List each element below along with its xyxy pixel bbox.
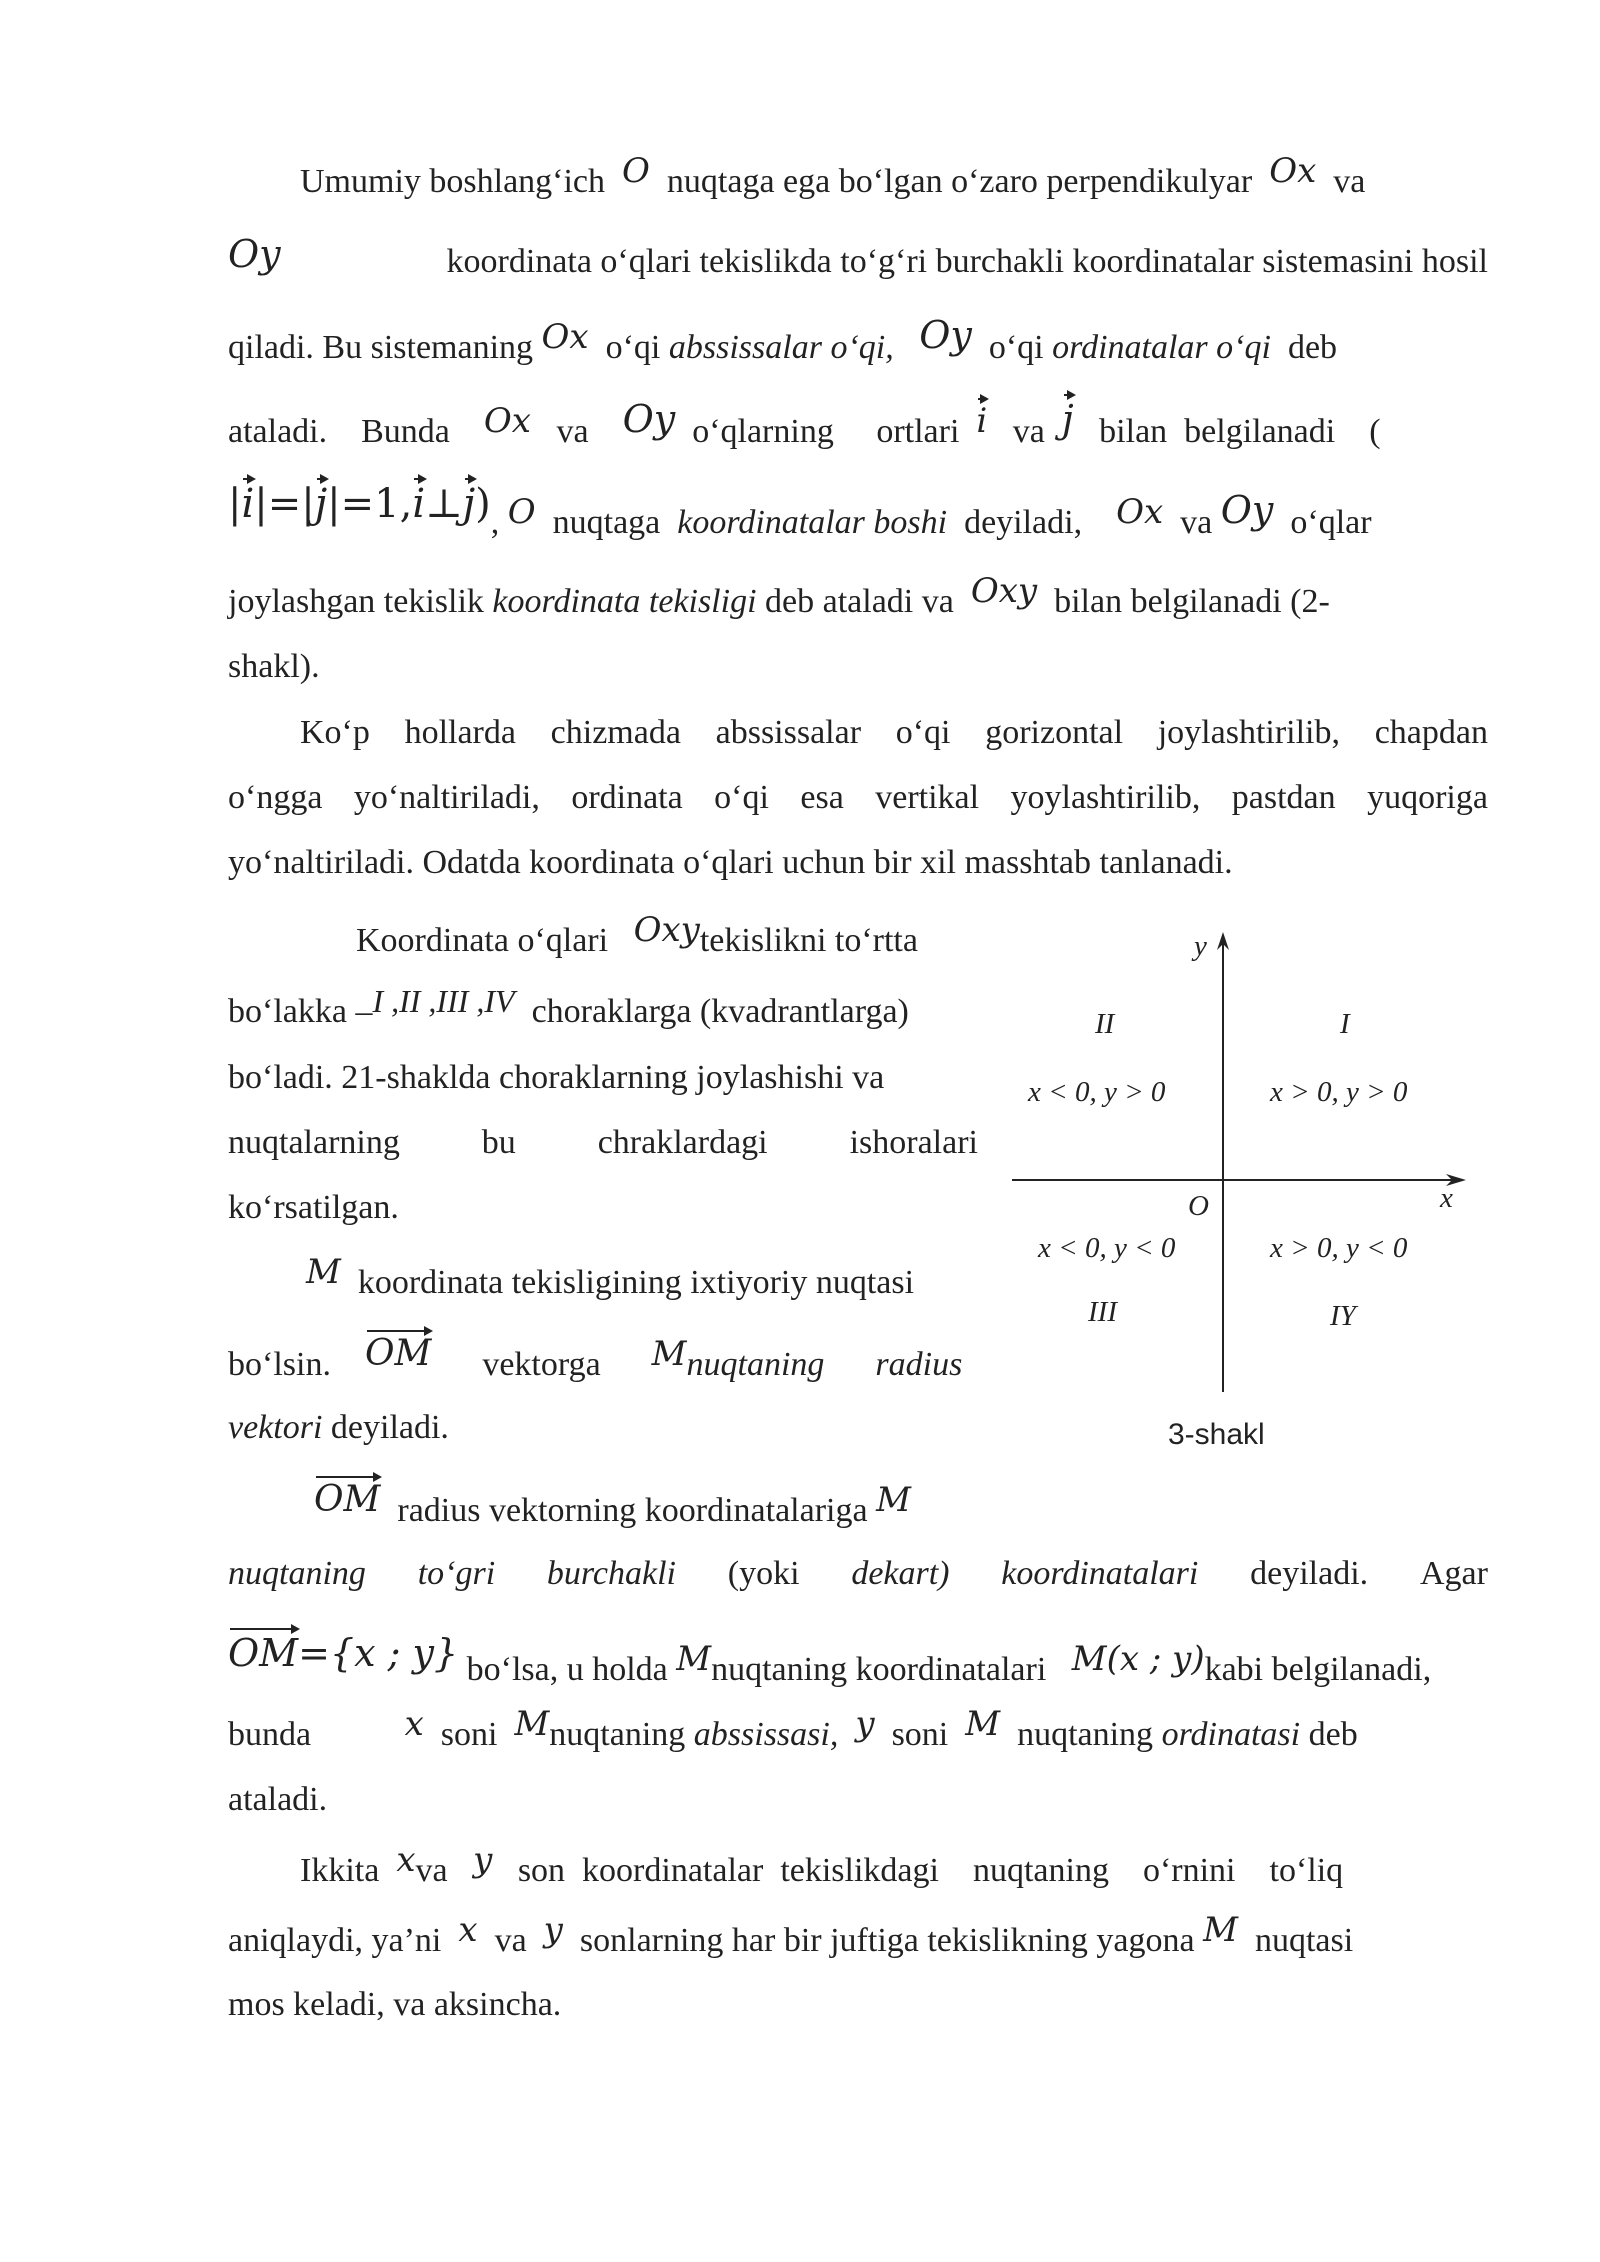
text-span: radius vektorning koordinatalariga bbox=[397, 1492, 868, 1529]
text-span: va bbox=[1012, 413, 1045, 450]
text-span: = bbox=[298, 1631, 330, 1675]
text-span: kabi belgilanadi, bbox=[1204, 1651, 1432, 1688]
text-span: M bbox=[1203, 1910, 1238, 1950]
text-span: yoylashtirilib, bbox=[1010, 779, 1201, 816]
text: va bbox=[1333, 163, 1366, 200]
p3-line-5: ko‘rsatilgan. bbox=[228, 1189, 399, 1226]
p1-line-3 bbox=[228, 313, 1338, 366]
text-span: nuqtaning bbox=[1017, 1716, 1154, 1753]
term-ordinate: ordinatalar o‘qi bbox=[1052, 329, 1271, 366]
text-span: ) bbox=[475, 481, 491, 527]
text-span: esa bbox=[800, 779, 844, 816]
text-span: M bbox=[514, 1704, 550, 1744]
p6-line-1 bbox=[300, 1840, 1344, 1889]
text-span: soni bbox=[440, 1716, 498, 1753]
vector-OM: OM bbox=[364, 1333, 432, 1374]
p2-line-1 bbox=[300, 716, 1488, 750]
text-span: yo‘naltiriladi, bbox=[353, 779, 540, 816]
text-span: deyiladi. bbox=[1250, 1555, 1369, 1592]
text-span: |=1, bbox=[327, 481, 413, 527]
x-axis-label: x bbox=[1440, 1182, 1453, 1214]
text-span: (yoki bbox=[727, 1555, 800, 1592]
p4-line-3 bbox=[228, 1411, 449, 1445]
text-span: o‘qlarning bbox=[692, 413, 834, 450]
text-span: chizmada bbox=[550, 714, 681, 751]
quadrant-3-label: III bbox=[1088, 1296, 1117, 1328]
y-axis-label: y bbox=[1194, 930, 1207, 962]
text-span: to‘liq bbox=[1269, 1852, 1344, 1889]
formula-OM-coords bbox=[228, 1631, 458, 1675]
text-span: koordinata tekisligining ixtiyoriy nuqtasi bbox=[357, 1264, 915, 1301]
origin-label: O bbox=[1188, 1190, 1209, 1222]
text-span: o‘qi bbox=[895, 714, 951, 751]
text: deb bbox=[1287, 329, 1338, 366]
text-span: bo‘lsa, u holda bbox=[466, 1651, 668, 1688]
text-span: nuqtaga bbox=[552, 504, 661, 541]
text: o‘qi bbox=[605, 329, 661, 366]
text-span: tekislikni to‘rtta bbox=[699, 922, 918, 959]
text-span: hollarda bbox=[404, 714, 516, 751]
text-span: Ox bbox=[483, 401, 531, 441]
text-span: va bbox=[494, 1922, 527, 1959]
p5-line-4 bbox=[228, 1704, 1488, 1753]
text-span: ortlari bbox=[876, 413, 960, 450]
text-span: y bbox=[473, 1840, 493, 1880]
text: nuqtaga ega bo‘lgan o‘zaro perpendikulyar bbox=[666, 163, 1253, 200]
text-span: i bbox=[412, 481, 426, 527]
text-span: Oy bbox=[1220, 488, 1274, 532]
text: koordinata o‘qlari tekislikda to‘g‘ri burchakli koordinatalar sistemasini hosil bbox=[446, 243, 1488, 280]
text-span: va bbox=[415, 1852, 448, 1889]
math-O: O bbox=[622, 151, 650, 191]
text-span: vektorga bbox=[482, 1346, 601, 1383]
p5-line-2 bbox=[228, 1557, 1488, 1591]
text-span: koordinatalar bbox=[582, 1852, 764, 1889]
text-span: ( bbox=[1369, 413, 1381, 450]
text-span: deyiladi. bbox=[330, 1409, 449, 1446]
quadrant-3-sign: x < 0, y < 0 bbox=[1038, 1232, 1176, 1264]
text-span: Oxy bbox=[633, 910, 700, 950]
quadrant-2-label: II bbox=[1095, 1008, 1115, 1040]
text-span: to‘gri bbox=[417, 1555, 496, 1592]
text-span: o‘ngga bbox=[228, 779, 323, 816]
text-span: M bbox=[1071, 1639, 1107, 1679]
text-span: M bbox=[676, 1639, 712, 1679]
axes-drawing bbox=[1000, 930, 1480, 1460]
quadrant-4-label: IY bbox=[1330, 1300, 1356, 1332]
math-Oy: Oy bbox=[228, 232, 281, 276]
text-span: chapdan bbox=[1374, 714, 1488, 751]
p3-line-1 bbox=[356, 910, 918, 959]
text-span: Agar bbox=[1419, 1555, 1488, 1592]
text-span: tekislikdagi bbox=[780, 1852, 939, 1889]
p5-line-3 bbox=[228, 1631, 1432, 1688]
text: Umumiy boshlang‘ich bbox=[300, 163, 606, 200]
text-span: nuqtaning bbox=[972, 1852, 1109, 1889]
text-span: dekart) bbox=[851, 1555, 950, 1592]
p5-line-5: ataladi. bbox=[228, 1781, 328, 1818]
text-span: i bbox=[241, 481, 255, 527]
text-span: koordinatalari bbox=[1001, 1555, 1199, 1592]
text-span: o‘rnini bbox=[1142, 1852, 1236, 1889]
quadrant-4-sign: x > 0, y < 0 bbox=[1270, 1232, 1408, 1264]
math-Oxy: Oxy bbox=[970, 571, 1038, 611]
text: o‘qi bbox=[988, 329, 1044, 366]
text-span: y bbox=[855, 1704, 875, 1744]
text-span: chraklardagi bbox=[597, 1124, 768, 1161]
text-span: Koordinata o‘qlari bbox=[356, 922, 609, 959]
text-span: soni bbox=[891, 1716, 949, 1753]
text-span: ordinata bbox=[571, 779, 683, 816]
text-span: x bbox=[396, 1840, 416, 1880]
text-span: M bbox=[965, 1704, 1001, 1744]
text-span: nuqtaning bbox=[228, 1555, 366, 1592]
figure-caption: 3-shakl bbox=[1168, 1418, 1265, 1451]
p2-line-2 bbox=[228, 781, 1488, 815]
text-span: nuqtalarning bbox=[228, 1124, 400, 1161]
p6-line-3: mos keladi, va aksincha. bbox=[228, 1986, 562, 2023]
text-span: bilan belgilanadi (2- bbox=[1054, 583, 1330, 620]
term-abscissa: abssissalar o‘qi, bbox=[668, 329, 894, 366]
p1-line-2 bbox=[228, 232, 1488, 283]
p5-line-1 bbox=[314, 1479, 911, 1529]
p1-line-5 bbox=[228, 481, 1372, 541]
text-span: nuqtaning koordinatalari bbox=[711, 1651, 1047, 1688]
math-Ox: Ox bbox=[1269, 151, 1317, 191]
text-span: yuqoriga bbox=[1367, 779, 1488, 816]
text-span: deb bbox=[1308, 1716, 1358, 1753]
p3-line-2 bbox=[228, 983, 909, 1030]
text-span: vektori bbox=[228, 1409, 323, 1446]
text-span: bunda bbox=[228, 1716, 312, 1753]
text-span: va bbox=[1180, 504, 1213, 541]
text-span: son bbox=[517, 1852, 566, 1889]
text-span: ordinatasi bbox=[1161, 1716, 1301, 1753]
text: qiladi. Bu sistemaning bbox=[228, 329, 534, 366]
text-span: abssissasi, bbox=[693, 1716, 839, 1753]
text-span: j bbox=[462, 481, 476, 527]
p3-line-3: bo‘ladi. 21-shaklda choraklarning joylashishi va bbox=[228, 1059, 885, 1096]
text-span: bo‘lsin. bbox=[228, 1346, 331, 1383]
text-span: O bbox=[507, 492, 536, 532]
text-span: burchakli bbox=[546, 1555, 676, 1592]
text-span: gorizontal bbox=[985, 714, 1124, 751]
text-span: Ikkita bbox=[300, 1852, 380, 1889]
vector-i: i bbox=[976, 401, 988, 441]
quadrant-figure bbox=[1000, 930, 1480, 1460]
text-span: deb ataladi va bbox=[765, 583, 954, 620]
quadrant-1-label: I bbox=[1340, 1008, 1350, 1040]
p4-line-1 bbox=[306, 1252, 915, 1301]
formula-unit-vectors bbox=[228, 481, 491, 527]
vector-OM: OM bbox=[314, 1479, 381, 1520]
quadrant-2-sign: x < 0, y > 0 bbox=[1028, 1076, 1166, 1108]
text-span: , bbox=[490, 504, 500, 541]
text-span: nuqtasi bbox=[1254, 1922, 1354, 1959]
text-span: va bbox=[556, 413, 589, 450]
p3-line-4 bbox=[228, 1126, 978, 1160]
text-span: o‘qlar bbox=[1290, 504, 1372, 541]
math-Oy: Oy bbox=[919, 313, 972, 357]
text-span: joylashtirilib, bbox=[1157, 714, 1341, 751]
p1-line-1 bbox=[300, 151, 1366, 200]
text-span: abssissalar bbox=[715, 714, 862, 751]
text-span: ⊥ bbox=[425, 481, 463, 527]
text-span: deyiladi, bbox=[964, 504, 1083, 541]
text-span: | bbox=[228, 481, 242, 527]
text-span: choraklarga (kvadrantlarga) bbox=[531, 993, 909, 1030]
text-span: Ko‘p bbox=[300, 714, 370, 751]
text-span: |=| bbox=[254, 481, 315, 527]
text-span: pastdan bbox=[1231, 779, 1336, 816]
text-span: joylashgan tekislik bbox=[228, 583, 484, 620]
text-span: x bbox=[458, 1910, 478, 1950]
text-span: o‘qi bbox=[714, 779, 769, 816]
text-span: aniqlaydi, ya’ni bbox=[228, 1922, 442, 1959]
p1-line-6 bbox=[228, 571, 1330, 620]
text-span: Oy bbox=[622, 397, 676, 441]
text-span: bilan bbox=[1099, 413, 1168, 450]
text-span: (x ; y) bbox=[1106, 1639, 1205, 1679]
quadrant-numerals: I ,II ,III ,IV bbox=[372, 983, 515, 1019]
p1-line-4 bbox=[228, 397, 1381, 450]
text-span: M bbox=[306, 1252, 341, 1292]
term-plane: koordinata tekisligi bbox=[492, 583, 757, 620]
p2-line-3: yo‘naltiriladi. Odatda koordinata o‘qlari uchun bir xil masshtab tanlanadi. bbox=[228, 844, 1233, 881]
text-span: x bbox=[404, 1704, 424, 1744]
text-span: Bunda bbox=[361, 413, 450, 450]
text-span: OM bbox=[228, 1631, 299, 1675]
term-origin: koordinatalar boshi bbox=[677, 504, 948, 541]
vector-j: j bbox=[1061, 397, 1074, 441]
p4-line-2 bbox=[228, 1333, 978, 1383]
text-span: bu bbox=[481, 1124, 516, 1161]
text-span: vertikal bbox=[875, 779, 980, 816]
p1-line-7: shakl). bbox=[228, 648, 320, 685]
text-span: j bbox=[314, 481, 328, 527]
text-span: ataladi. bbox=[228, 413, 328, 450]
text-span: bo‘lakka – bbox=[228, 993, 373, 1030]
text-span: Ox bbox=[1116, 492, 1164, 532]
text-span: belgilanadi bbox=[1184, 413, 1336, 450]
text-span: nuqtaning bbox=[549, 1716, 686, 1753]
math-Ox: Ox bbox=[541, 317, 589, 357]
text-span: y bbox=[543, 1910, 563, 1950]
p6-line-2 bbox=[228, 1910, 1354, 1959]
text-span: {x ; y} bbox=[329, 1631, 459, 1675]
text-span: radius bbox=[875, 1346, 963, 1383]
text-span: M bbox=[876, 1480, 911, 1520]
text-span: nuqtaning bbox=[686, 1346, 825, 1383]
text-span: M bbox=[651, 1334, 687, 1374]
quadrant-1-sign: x > 0, y > 0 bbox=[1270, 1076, 1408, 1108]
text-span: sonlarning har bir juftiga tekislikning yagona bbox=[579, 1922, 1195, 1959]
text-span: ishoralari bbox=[849, 1124, 978, 1161]
